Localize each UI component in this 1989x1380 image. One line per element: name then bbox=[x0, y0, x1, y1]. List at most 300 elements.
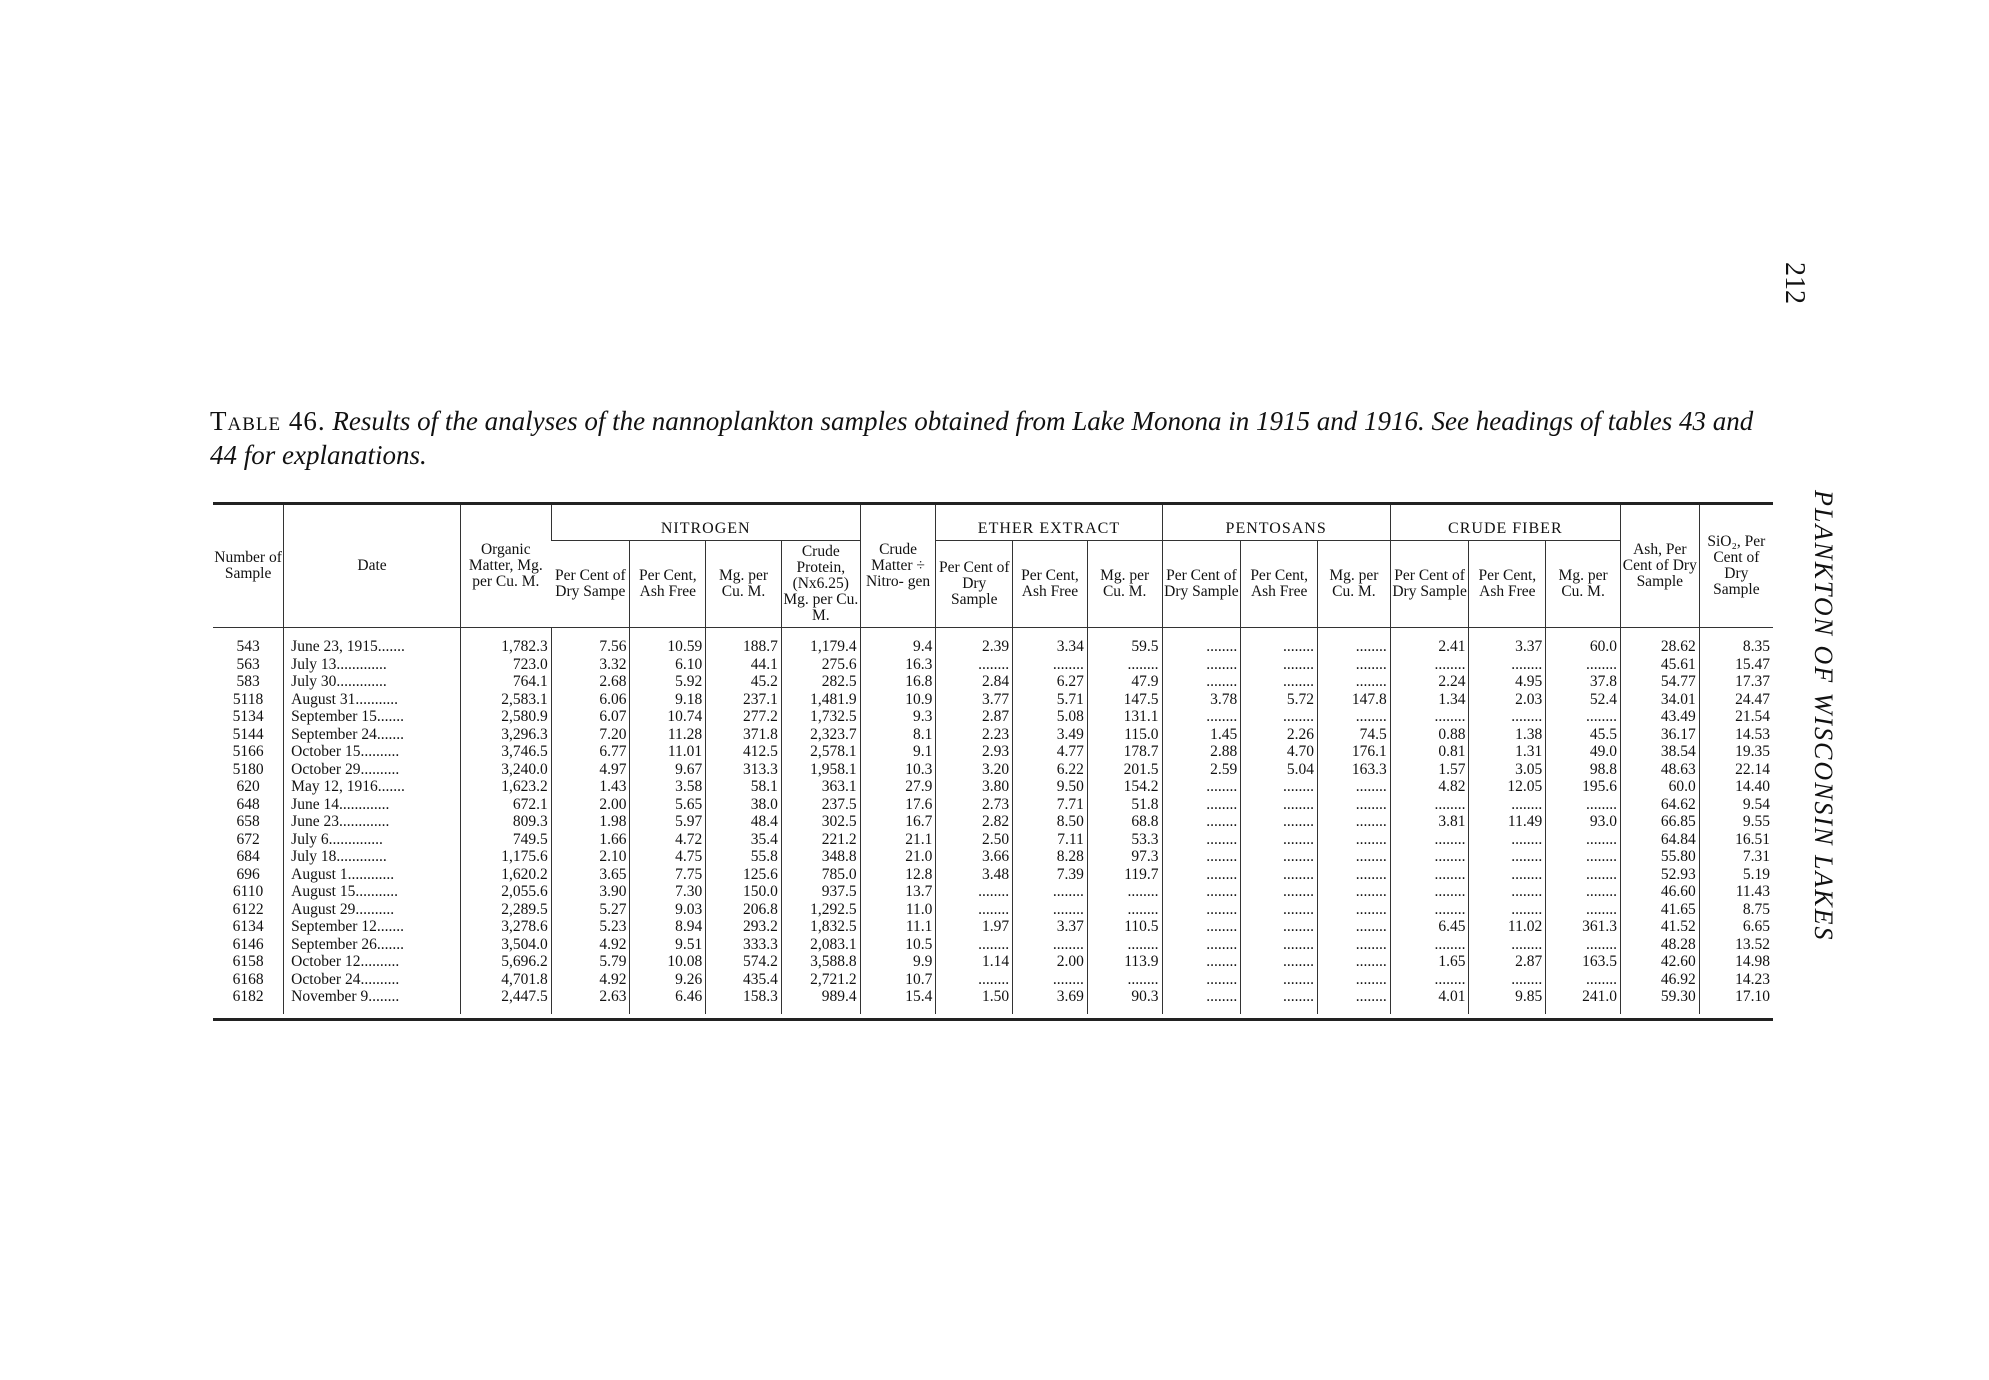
table-cell: ........ bbox=[1546, 901, 1621, 919]
table-cell: ........ bbox=[1390, 971, 1469, 989]
table-cell: 1,292.5 bbox=[781, 901, 860, 919]
table-cell: 2,578.1 bbox=[781, 743, 860, 761]
table-cell: 2.88 bbox=[1162, 743, 1241, 761]
table-cell: 9.50 bbox=[1013, 778, 1088, 796]
table-cell: ........ bbox=[1546, 656, 1621, 674]
date-cell: September 26....... bbox=[284, 936, 461, 954]
table-cell: ........ bbox=[1087, 936, 1162, 954]
table-cell: ........ bbox=[1162, 971, 1241, 989]
table-cell: 16.3 bbox=[860, 656, 936, 674]
table-row bbox=[213, 901, 1773, 919]
header-group-ether-extract: ETHER EXTRACT bbox=[936, 505, 1162, 541]
table-row bbox=[213, 673, 1773, 691]
table-cell: 48.63 bbox=[1620, 761, 1699, 779]
table-cell: 45.2 bbox=[706, 673, 782, 691]
table-cell: 2.26 bbox=[1241, 726, 1318, 744]
table-cell: 10.5 bbox=[860, 936, 936, 954]
table-cell: 6.07 bbox=[551, 708, 630, 726]
table-cell: 41.65 bbox=[1620, 901, 1699, 919]
table-cell: 412.5 bbox=[706, 743, 782, 761]
date-cell: October 15.......... bbox=[284, 743, 461, 761]
table-cell: ........ bbox=[1241, 673, 1318, 691]
table-cell: ........ bbox=[1390, 656, 1469, 674]
table-row bbox=[213, 743, 1773, 761]
table-cell: ........ bbox=[1390, 796, 1469, 814]
table-cell: ........ bbox=[1087, 971, 1162, 989]
table-cell: 937.5 bbox=[781, 883, 860, 901]
table-cell: 3.65 bbox=[551, 866, 630, 884]
table-cell: ........ bbox=[1546, 971, 1621, 989]
table-cell: ........ bbox=[1241, 778, 1318, 796]
sample-number-cell: 6182 bbox=[232, 988, 264, 1005]
sample-number-cell: 620 bbox=[236, 778, 260, 795]
table-cell: 4.70 bbox=[1241, 743, 1318, 761]
table-cell: 2.82 bbox=[936, 813, 1013, 831]
table-cell: 206.8 bbox=[706, 901, 782, 919]
table-cell: 8.94 bbox=[630, 918, 706, 936]
table-cell: 2.87 bbox=[1469, 953, 1546, 971]
table-cell: 3.80 bbox=[936, 778, 1013, 796]
table-cell: 1.65 bbox=[1390, 953, 1469, 971]
sample-number-cell: 648 bbox=[236, 795, 260, 813]
date-cell: July 30............. bbox=[284, 673, 461, 691]
table-cell: 4.92 bbox=[551, 936, 630, 954]
table-cell: 97.3 bbox=[1087, 848, 1162, 866]
table-cell: 5.92 bbox=[630, 673, 706, 691]
sample-number-cell: 543 bbox=[236, 638, 260, 655]
table-cell: ........ bbox=[1318, 883, 1391, 901]
table-cell: 43.49 bbox=[1620, 708, 1699, 726]
table-cell: 10.3 bbox=[860, 761, 936, 779]
header-nitrogen-mg: Mg. per Cu. M. bbox=[706, 541, 782, 628]
table-cell: ........ bbox=[1318, 848, 1391, 866]
table-cell: 1,175.6 bbox=[460, 848, 551, 866]
table-cell: 2.50 bbox=[936, 831, 1013, 849]
table-cell: 49.0 bbox=[1546, 743, 1621, 761]
header-date: Date bbox=[284, 505, 461, 628]
table-cell: 361.3 bbox=[1546, 918, 1621, 936]
table-cell: 3.37 bbox=[1469, 628, 1546, 656]
sample-number-cell: 6110 bbox=[232, 883, 264, 900]
table-cell: ........ bbox=[1087, 901, 1162, 919]
table-cell: 12.05 bbox=[1469, 778, 1546, 796]
table-cell: 11.1 bbox=[860, 918, 936, 936]
table-cell: 59.5 bbox=[1087, 628, 1162, 656]
header-organic-matter: Organic Matter, Mg. per Cu. M. bbox=[460, 505, 551, 628]
table-cell: ........ bbox=[1318, 778, 1391, 796]
table-cell: ........ bbox=[1318, 673, 1391, 691]
table-body bbox=[213, 628, 1773, 1014]
table-cell: ........ bbox=[1241, 708, 1318, 726]
header-group-crude-fiber: CRUDE FIBER bbox=[1390, 505, 1620, 541]
table-cell: 4.92 bbox=[551, 971, 630, 989]
table-cell: 52.4 bbox=[1546, 691, 1621, 709]
table-cell: 163.5 bbox=[1546, 953, 1621, 971]
table-cell: ........ bbox=[1013, 901, 1088, 919]
sample-number-cell: 6158 bbox=[232, 953, 264, 970]
table-cell: 115.0 bbox=[1087, 726, 1162, 744]
table-cell: 110.5 bbox=[1087, 918, 1162, 936]
table-cell: ........ bbox=[1241, 988, 1318, 1014]
table-cell: 188.7 bbox=[706, 628, 782, 656]
table-cell: 19.35 bbox=[1699, 743, 1773, 761]
table-cell: ........ bbox=[1318, 628, 1391, 656]
table-cell: 154.2 bbox=[1087, 778, 1162, 796]
table-cell: 37.8 bbox=[1546, 673, 1621, 691]
table-cell: 11.02 bbox=[1469, 918, 1546, 936]
table-cell: 989.4 bbox=[781, 988, 860, 1014]
sample-number-cell: 6122 bbox=[232, 900, 264, 918]
table-cell: 1.34 bbox=[1390, 691, 1469, 709]
table-cell: 113.9 bbox=[1087, 953, 1162, 971]
table-cell: ........ bbox=[1241, 796, 1318, 814]
table-title: Results of the analyses of the nannoplankton samples obtained from Lake Monona in 1915 and 1916. See headings of tables 43 and 44 for explanations. bbox=[210, 406, 1754, 470]
table-row bbox=[213, 936, 1773, 954]
table-cell: ........ bbox=[1162, 953, 1241, 971]
table-cell: ........ bbox=[1469, 866, 1546, 884]
table-cell: ........ bbox=[1087, 656, 1162, 674]
table-cell: 1.57 bbox=[1390, 761, 1469, 779]
header-sio2: SiO₂, Per Cent of Dry Sample bbox=[1699, 505, 1773, 628]
table-cell: 10.59 bbox=[630, 628, 706, 656]
table-cell: 277.2 bbox=[706, 708, 782, 726]
table-cell: ........ bbox=[1162, 918, 1241, 936]
header-crude-protein: Crude Protein, (Nx6.25) Mg. per Cu. M. bbox=[781, 541, 860, 628]
sample-number-cell: 684 bbox=[236, 848, 260, 865]
table-cell: 38.0 bbox=[706, 796, 782, 814]
table-cell: 371.8 bbox=[706, 726, 782, 744]
date-cell: October 12.......... bbox=[284, 953, 461, 971]
table-cell: 4.01 bbox=[1390, 988, 1469, 1014]
table-cell: 2.41 bbox=[1390, 628, 1469, 656]
table-cell: 52.93 bbox=[1620, 866, 1699, 884]
table-cell: 22.14 bbox=[1699, 761, 1773, 779]
table-cell: 44.1 bbox=[706, 656, 782, 674]
running-head: PLANKTON OF WISCONSIN LAKES bbox=[1809, 490, 1838, 942]
data-table-wrapper bbox=[213, 502, 1773, 1021]
date-cell: July 13............. bbox=[284, 656, 461, 674]
table-cell: 68.8 bbox=[1087, 813, 1162, 831]
table-row bbox=[213, 848, 1773, 866]
table-cell: ........ bbox=[1546, 831, 1621, 849]
table-label: Table 46. bbox=[210, 406, 326, 436]
table-cell: ........ bbox=[1162, 901, 1241, 919]
table-cell: ........ bbox=[1013, 883, 1088, 901]
table-cell: 4,701.8 bbox=[460, 971, 551, 989]
table-cell: 6.46 bbox=[630, 988, 706, 1014]
table-cell: 4.82 bbox=[1390, 778, 1469, 796]
table-cell: 6.10 bbox=[630, 656, 706, 674]
table-cell: 11.28 bbox=[630, 726, 706, 744]
table-cell: 8.50 bbox=[1013, 813, 1088, 831]
table-cell: ........ bbox=[1318, 971, 1391, 989]
table-cell: 672.1 bbox=[460, 796, 551, 814]
table-row bbox=[213, 691, 1773, 709]
table-cell: 24.47 bbox=[1699, 691, 1773, 709]
table-cell: 90.3 bbox=[1087, 988, 1162, 1014]
table-cell: 16.51 bbox=[1699, 831, 1773, 849]
table-cell: 3,746.5 bbox=[460, 743, 551, 761]
table-cell: ........ bbox=[1546, 883, 1621, 901]
table-cell: ........ bbox=[1318, 866, 1391, 884]
table-row bbox=[213, 726, 1773, 744]
table-cell: ........ bbox=[1241, 866, 1318, 884]
table-cell: 119.7 bbox=[1087, 866, 1162, 884]
table-cell: 125.6 bbox=[706, 866, 782, 884]
table-cell: ........ bbox=[1469, 796, 1546, 814]
table-cell: ........ bbox=[1241, 656, 1318, 674]
table-cell: 55.8 bbox=[706, 848, 782, 866]
table-cell: ........ bbox=[1162, 831, 1241, 849]
table-cell: 38.54 bbox=[1620, 743, 1699, 761]
bottom-rule bbox=[213, 1018, 1773, 1021]
date-cell: August 31........... bbox=[284, 691, 461, 709]
table-cell: 93.0 bbox=[1546, 813, 1621, 831]
table-row bbox=[213, 628, 1773, 656]
table-cell: 6.77 bbox=[551, 743, 630, 761]
table-cell: 10.08 bbox=[630, 953, 706, 971]
date-cell: July 6.............. bbox=[284, 831, 461, 849]
table-cell: 11.01 bbox=[630, 743, 706, 761]
table-cell: 54.77 bbox=[1620, 673, 1699, 691]
sample-number-cell: 5180 bbox=[232, 760, 264, 778]
table-cell: ........ bbox=[1241, 901, 1318, 919]
sample-number-cell: 658 bbox=[236, 813, 260, 830]
table-cell: 3.58 bbox=[630, 778, 706, 796]
table-row bbox=[213, 883, 1773, 901]
table-cell: 3.81 bbox=[1390, 813, 1469, 831]
table-cell: 131.1 bbox=[1087, 708, 1162, 726]
table-cell: ........ bbox=[1162, 778, 1241, 796]
table-cell: 6.22 bbox=[1013, 761, 1088, 779]
page-number: 212 bbox=[1779, 262, 1810, 304]
sample-number-cell: 5144 bbox=[232, 725, 264, 743]
table-cell: 21.1 bbox=[860, 831, 936, 849]
table-cell: ........ bbox=[1469, 883, 1546, 901]
table-cell: 1.45 bbox=[1162, 726, 1241, 744]
table-cell: ........ bbox=[1546, 848, 1621, 866]
table-cell: 9.4 bbox=[860, 628, 936, 656]
table-cell: ........ bbox=[936, 901, 1013, 919]
table-cell: 5.71 bbox=[1013, 691, 1088, 709]
table-cell: 201.5 bbox=[1087, 761, 1162, 779]
table-cell: 1.38 bbox=[1469, 726, 1546, 744]
table-cell: 2,323.7 bbox=[781, 726, 860, 744]
table-row bbox=[213, 971, 1773, 989]
table-cell: 45.5 bbox=[1546, 726, 1621, 744]
table-cell: 21.54 bbox=[1699, 708, 1773, 726]
table-cell: ........ bbox=[1241, 953, 1318, 971]
table-cell: 3,504.0 bbox=[460, 936, 551, 954]
table-cell: 7.20 bbox=[551, 726, 630, 744]
table-cell: 809.3 bbox=[460, 813, 551, 831]
table-cell: 3.78 bbox=[1162, 691, 1241, 709]
table-cell: 147.5 bbox=[1087, 691, 1162, 709]
date-cell: November 9........ bbox=[284, 988, 461, 1014]
table-cell: 5.65 bbox=[630, 796, 706, 814]
table-cell: ........ bbox=[1469, 936, 1546, 954]
table-cell: ........ bbox=[1162, 936, 1241, 954]
table-cell: ........ bbox=[1390, 848, 1469, 866]
table-cell: 2,289.5 bbox=[460, 901, 551, 919]
table-cell: 723.0 bbox=[460, 656, 551, 674]
date-cell: August 15........... bbox=[284, 883, 461, 901]
table-cell: 17.37 bbox=[1699, 673, 1773, 691]
table-cell: 313.3 bbox=[706, 761, 782, 779]
table-cell: 9.03 bbox=[630, 901, 706, 919]
table-cell: ........ bbox=[1469, 848, 1546, 866]
table-cell: 11.0 bbox=[860, 901, 936, 919]
table-cell: 46.92 bbox=[1620, 971, 1699, 989]
table-cell: ........ bbox=[1318, 796, 1391, 814]
sample-number-cell: 5134 bbox=[232, 708, 264, 725]
table-cell: 9.54 bbox=[1699, 796, 1773, 814]
table-cell: 64.84 bbox=[1620, 831, 1699, 849]
table-cell: 3,588.8 bbox=[781, 953, 860, 971]
date-cell: September 12....... bbox=[284, 918, 461, 936]
table-cell: 1.50 bbox=[936, 988, 1013, 1014]
table-cell: 6.65 bbox=[1699, 918, 1773, 936]
date-cell: July 18............. bbox=[284, 848, 461, 866]
table-cell: 5.23 bbox=[551, 918, 630, 936]
table-cell: 2.24 bbox=[1390, 673, 1469, 691]
table-cell: 9.1 bbox=[860, 743, 936, 761]
table-header bbox=[213, 505, 1773, 628]
header-crude-matter: Crude Matter ÷ Nitro- gen bbox=[860, 505, 936, 628]
table-cell: ........ bbox=[1241, 628, 1318, 656]
header-fiber-dry: Per Cent of Dry Sample bbox=[1390, 541, 1469, 628]
table-cell: 60.0 bbox=[1546, 628, 1621, 656]
table-cell: 12.8 bbox=[860, 866, 936, 884]
table-cell: 4.95 bbox=[1469, 673, 1546, 691]
table-cell: 3.34 bbox=[1013, 628, 1088, 656]
table-cell: 1,958.1 bbox=[781, 761, 860, 779]
table-cell: 147.8 bbox=[1318, 691, 1391, 709]
table-cell: 35.4 bbox=[706, 831, 782, 849]
table-cell: 195.6 bbox=[1546, 778, 1621, 796]
table-cell: 2.93 bbox=[936, 743, 1013, 761]
table-cell: 5,696.2 bbox=[460, 953, 551, 971]
table-row bbox=[213, 796, 1773, 814]
header-number: Number of Sample bbox=[213, 505, 284, 628]
table-cell: 28.62 bbox=[1620, 628, 1699, 656]
table-row bbox=[213, 918, 1773, 936]
table-cell: ........ bbox=[1318, 708, 1391, 726]
date-cell: June 23, 1915....... bbox=[284, 628, 461, 656]
table-cell: 4.72 bbox=[630, 831, 706, 849]
table-caption bbox=[210, 404, 1770, 472]
table-cell: 9.51 bbox=[630, 936, 706, 954]
table-cell: 302.5 bbox=[781, 813, 860, 831]
table-cell: 275.6 bbox=[781, 656, 860, 674]
table-cell: 293.2 bbox=[706, 918, 782, 936]
table-cell: ........ bbox=[1318, 831, 1391, 849]
table-cell: ........ bbox=[1469, 831, 1546, 849]
table-cell: 45.61 bbox=[1620, 656, 1699, 674]
date-cell: August 29.......... bbox=[284, 901, 461, 919]
table-cell: ........ bbox=[1087, 883, 1162, 901]
table-cell: 16.8 bbox=[860, 673, 936, 691]
table-cell: 4.97 bbox=[551, 761, 630, 779]
table-cell: ........ bbox=[1241, 848, 1318, 866]
header-nitrogen-ash-free: Per Cent, Ash Free bbox=[630, 541, 706, 628]
table-cell: ........ bbox=[1318, 918, 1391, 936]
table-cell: 1.43 bbox=[551, 778, 630, 796]
table-cell: 15.4 bbox=[860, 988, 936, 1014]
sample-number-cell: 6146 bbox=[232, 935, 264, 953]
table-cell: 5.72 bbox=[1241, 691, 1318, 709]
table-cell: 36.17 bbox=[1620, 726, 1699, 744]
table-cell: 1.14 bbox=[936, 953, 1013, 971]
table-cell: 3,296.3 bbox=[460, 726, 551, 744]
header-group-nitrogen: NITROGEN bbox=[551, 505, 860, 541]
data-table bbox=[213, 505, 1773, 1014]
table-cell: 2,055.6 bbox=[460, 883, 551, 901]
table-cell: ........ bbox=[1390, 708, 1469, 726]
table-cell: 6.06 bbox=[551, 691, 630, 709]
table-cell: 3.37 bbox=[1013, 918, 1088, 936]
table-cell: 574.2 bbox=[706, 953, 782, 971]
table-cell: 3.77 bbox=[936, 691, 1013, 709]
header-group-pentosans: PENTOSANS bbox=[1162, 505, 1390, 541]
table-cell: 3.49 bbox=[1013, 726, 1088, 744]
table-cell: 176.1 bbox=[1318, 743, 1391, 761]
table-cell: 48.28 bbox=[1620, 936, 1699, 954]
table-row bbox=[213, 866, 1773, 884]
table-cell: ........ bbox=[1546, 866, 1621, 884]
table-cell: 59.30 bbox=[1620, 988, 1699, 1014]
table-cell: ........ bbox=[1241, 883, 1318, 901]
table-cell: 7.71 bbox=[1013, 796, 1088, 814]
table-cell: 178.7 bbox=[1087, 743, 1162, 761]
table-cell: 0.88 bbox=[1390, 726, 1469, 744]
table-cell: 1,782.3 bbox=[460, 628, 551, 656]
header-ether-mg: Mg. per Cu. M. bbox=[1087, 541, 1162, 628]
table-cell: 5.97 bbox=[630, 813, 706, 831]
table-cell: 9.9 bbox=[860, 953, 936, 971]
table-cell: 2.00 bbox=[1013, 953, 1088, 971]
table-cell: ........ bbox=[1546, 708, 1621, 726]
table-cell: 10.9 bbox=[860, 691, 936, 709]
table-cell: 4.75 bbox=[630, 848, 706, 866]
table-cell: 5.27 bbox=[551, 901, 630, 919]
table-cell: 2.00 bbox=[551, 796, 630, 814]
table-cell: 8.28 bbox=[1013, 848, 1088, 866]
table-cell: 8.75 bbox=[1699, 901, 1773, 919]
sample-number-cell: 6134 bbox=[232, 918, 264, 935]
table-cell: 2.23 bbox=[936, 726, 1013, 744]
header-pentosans-dry: Per Cent of Dry Sample bbox=[1162, 541, 1241, 628]
table-cell: 764.1 bbox=[460, 673, 551, 691]
table-cell: 48.4 bbox=[706, 813, 782, 831]
table-cell: ........ bbox=[1318, 901, 1391, 919]
table-cell: 3.90 bbox=[551, 883, 630, 901]
table-cell: 21.0 bbox=[860, 848, 936, 866]
table-cell: 1,620.2 bbox=[460, 866, 551, 884]
table-cell: ........ bbox=[1546, 936, 1621, 954]
table-cell: 3.66 bbox=[936, 848, 1013, 866]
table-cell: 8.35 bbox=[1699, 628, 1773, 656]
table-cell: 7.56 bbox=[551, 628, 630, 656]
table-cell: 51.8 bbox=[1087, 796, 1162, 814]
table-cell: 9.18 bbox=[630, 691, 706, 709]
table-cell: 17.10 bbox=[1699, 988, 1773, 1014]
table-cell: ........ bbox=[1318, 936, 1391, 954]
table-cell: 7.31 bbox=[1699, 848, 1773, 866]
header-fiber-ash-free: Per Cent, Ash Free bbox=[1469, 541, 1546, 628]
table-cell: 13.52 bbox=[1699, 936, 1773, 954]
table-cell: 7.30 bbox=[630, 883, 706, 901]
